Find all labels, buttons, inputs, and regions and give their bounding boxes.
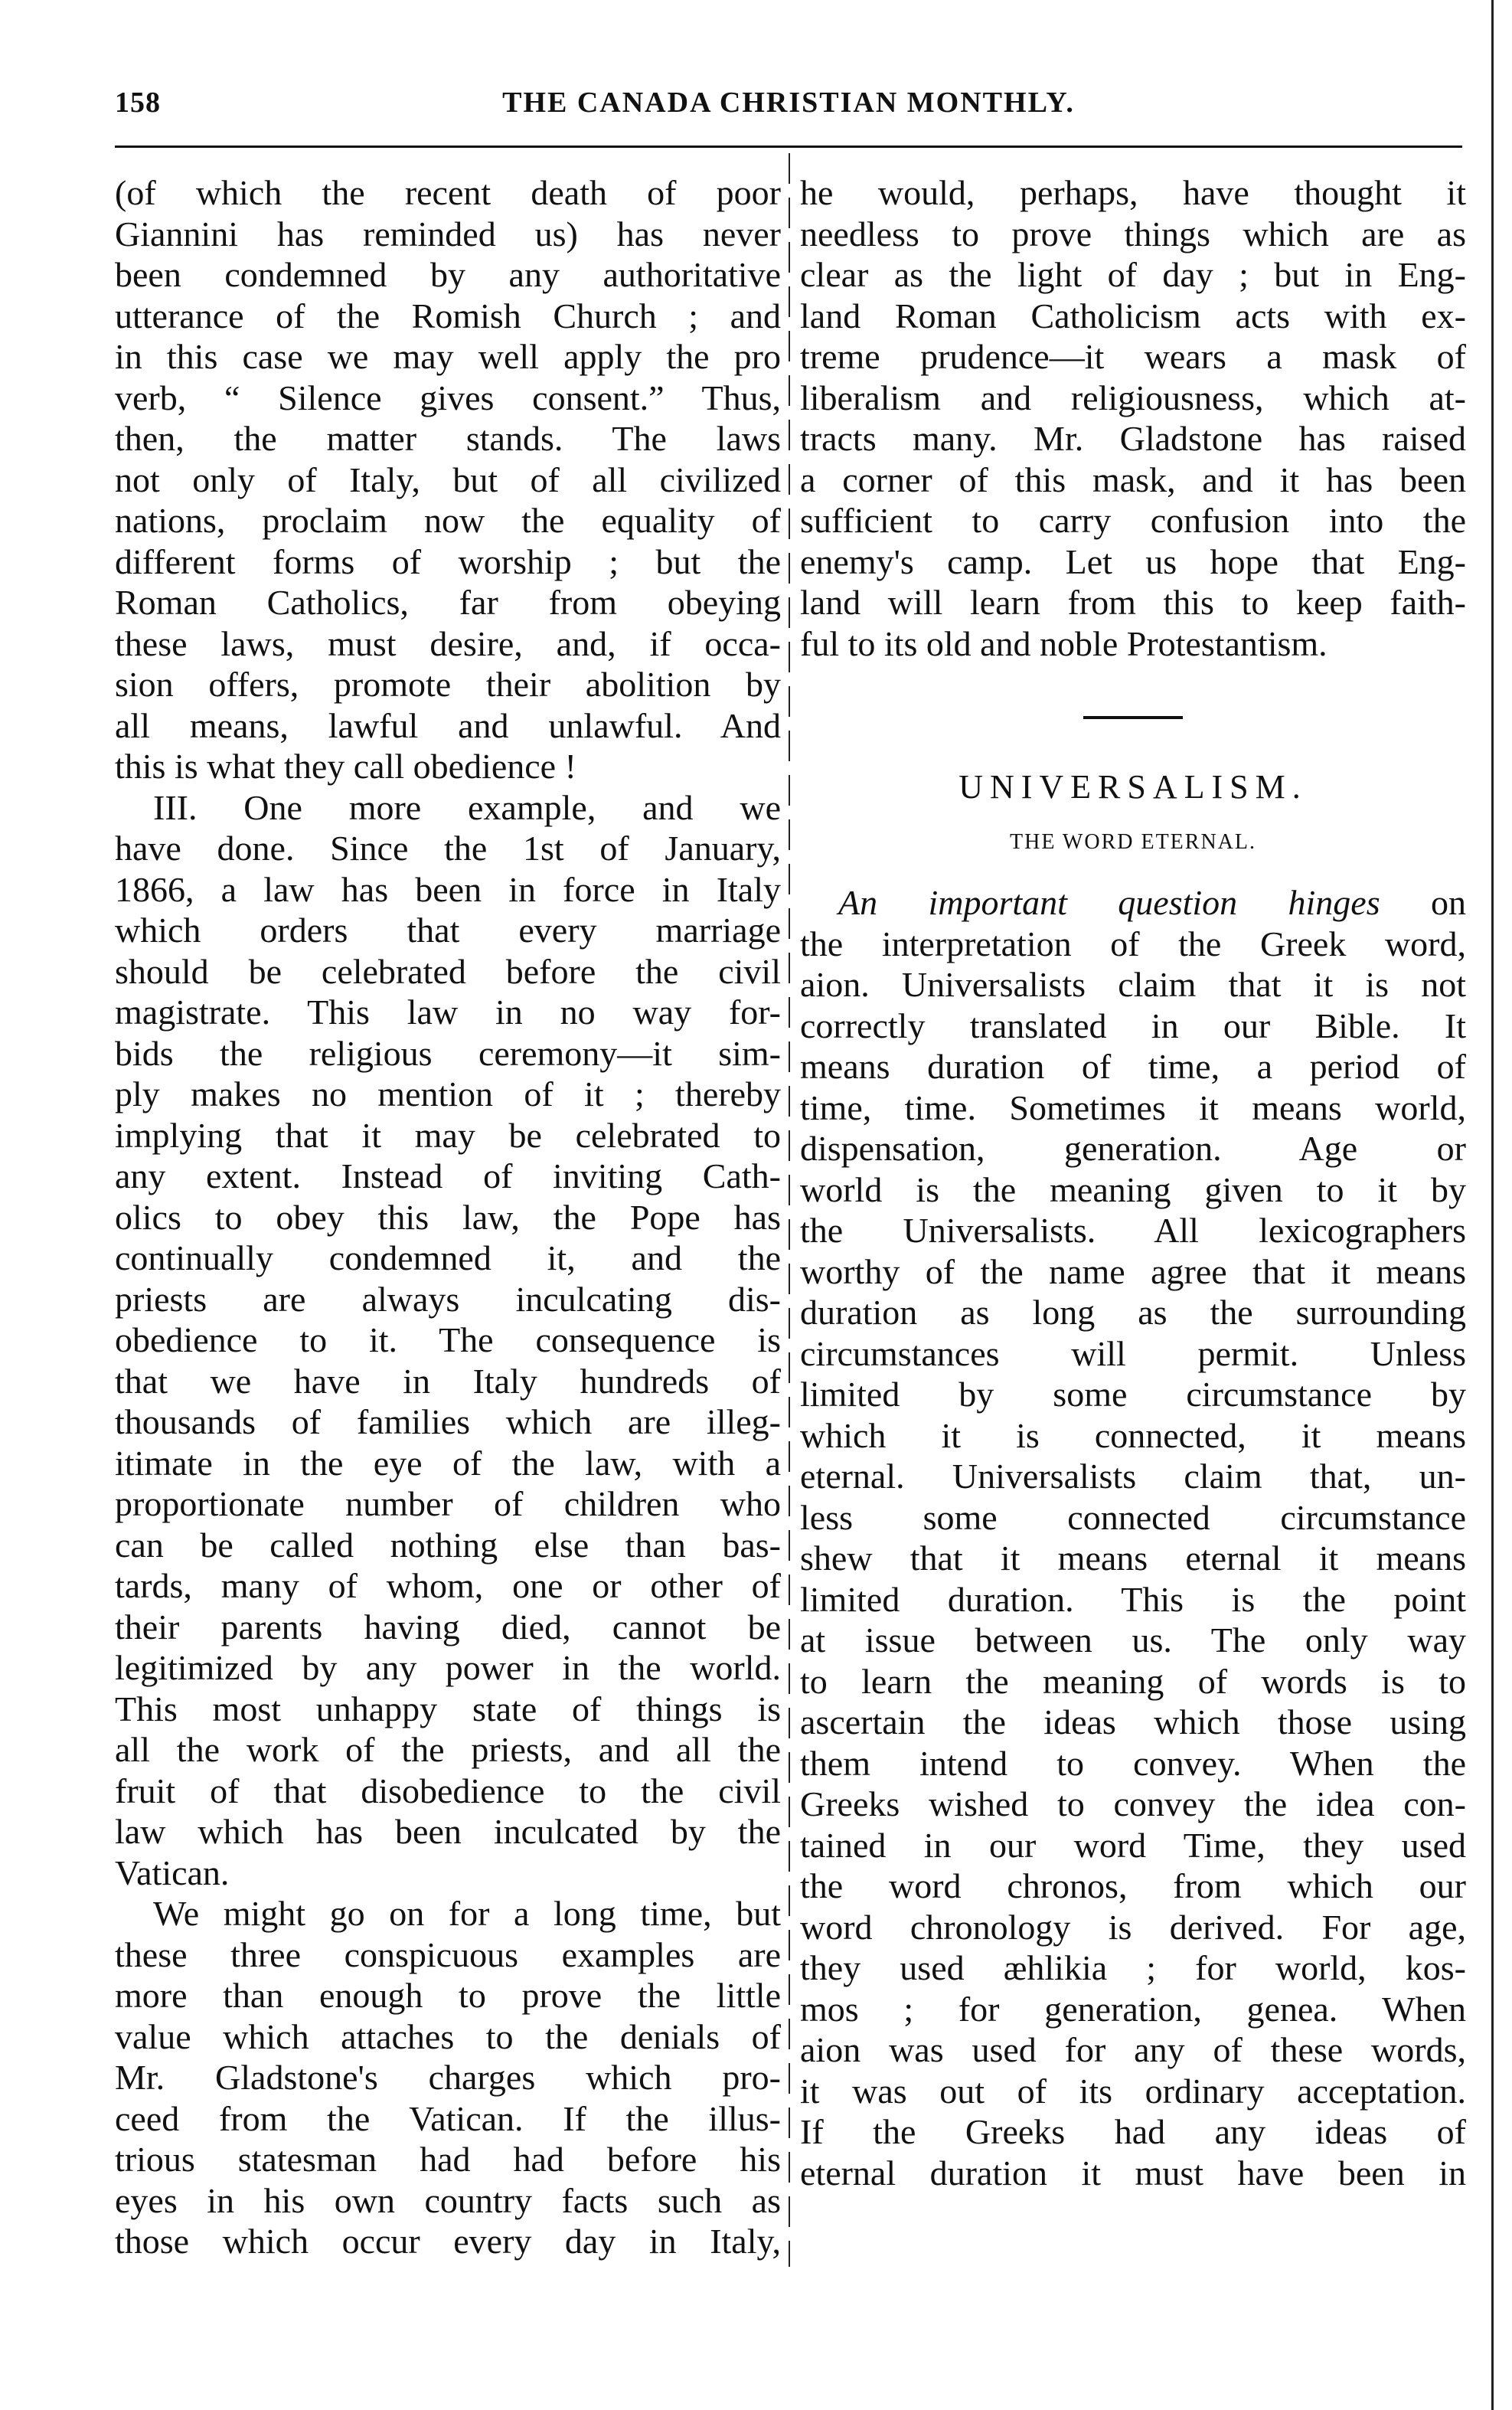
text-line: he would, perhaps, have thought it bbox=[800, 173, 1466, 212]
text-line: thousands of families which are illeg- bbox=[115, 1402, 781, 1441]
text-line: not only of Italy, but of all civilized bbox=[115, 459, 781, 499]
text-line: tracts many. Mr. Gladstone has raised bbox=[800, 419, 1466, 458]
page-number: 158 bbox=[115, 87, 161, 119]
text-line: ascertain the ideas which those using bbox=[800, 1702, 1466, 1741]
text-line: eternal duration it must have been in bbox=[800, 2153, 1466, 2193]
text-line: that we have in Italy hundreds of bbox=[115, 1361, 781, 1401]
text-line: implying that it may be celebrated to bbox=[115, 1115, 781, 1155]
text-line: limited by some circumstance by bbox=[800, 1375, 1466, 1414]
text-line: clear as the light of day ; but in Eng- bbox=[800, 255, 1466, 294]
text-line: nations, proclaim now the equality of bbox=[115, 501, 781, 540]
text-line: needless to prove things which are as bbox=[800, 214, 1466, 253]
text-line: legitimized by any power in the world. bbox=[115, 1648, 781, 1687]
text-line: enemy's camp. Let us hope that Eng- bbox=[800, 541, 1466, 581]
right-paragraph-2 bbox=[800, 882, 1466, 2193]
text-line: they used æhlikia ; for world, kos- bbox=[800, 1948, 1466, 1987]
text-line: to learn the meaning of words is to bbox=[800, 1661, 1466, 1701]
text-line: sion offers, promote their abolition by bbox=[115, 665, 781, 704]
text-line: itimate in the eye of the law, with a bbox=[115, 1443, 781, 1483]
text-line: eyes in his own country facts such as bbox=[115, 2180, 781, 2220]
text-line: should be celebrated before the civil bbox=[115, 951, 781, 991]
text-line: dispensation, generation. Age or bbox=[800, 1129, 1466, 1168]
text-line: Vatican. bbox=[115, 1852, 230, 1892]
text-line: have done. Since the 1st of January, bbox=[115, 829, 781, 868]
text-line: mos ; for generation, genea. When bbox=[800, 1989, 1466, 2029]
text-line: fruit of that disobedience to the civil bbox=[115, 1771, 781, 1810]
text-line: aion was used for any of these words, bbox=[800, 2030, 1466, 2069]
text-line: Roman Catholics, far from obeying bbox=[115, 583, 781, 622]
text-line: more than enough to prove the little bbox=[115, 1976, 781, 2015]
text-line: time, time. Sometimes it means world, bbox=[800, 1087, 1466, 1127]
text-line: eternal. Universalists claim that, un- bbox=[800, 1457, 1466, 1496]
text-line: means duration of time, a period of bbox=[800, 1047, 1466, 1086]
text-line: Mr. Gladstone's charges which pro- bbox=[115, 2058, 781, 2097]
text-line: world is the meaning given to it by bbox=[800, 1169, 1466, 1209]
text-line: which orders that every marriage bbox=[115, 911, 781, 950]
text-line: different forms of worship ; but the bbox=[115, 541, 781, 581]
text-line: III. One more example, and we bbox=[153, 787, 781, 827]
text-line: all means, lawful and unlawful. And bbox=[115, 705, 781, 745]
text-line: We might go on for a long time, but bbox=[153, 1894, 781, 1933]
text-line: An important question hinges on bbox=[838, 883, 1467, 922]
right-column bbox=[800, 172, 1466, 2193]
section-separator-rule bbox=[1083, 716, 1183, 719]
section-title: UNIVERSALISM. bbox=[958, 768, 1308, 806]
text-line: their parents having died, cannot be bbox=[115, 1607, 781, 1646]
text-line: This most unhappy state of things is bbox=[115, 1689, 781, 1728]
text-line: proportionate number of children who bbox=[115, 1484, 781, 1523]
text-line: limited duration. This is the point bbox=[800, 1579, 1466, 1619]
text-line: obedience to it. The consequence is bbox=[115, 1320, 781, 1359]
text-line: value which attaches to the denials of bbox=[115, 2016, 781, 2056]
column-divider bbox=[789, 153, 790, 2267]
left-column bbox=[115, 172, 781, 2262]
text-line: If the Greeks had any ideas of bbox=[800, 2112, 1466, 2151]
text-line: continually condemned it, and the bbox=[115, 1238, 781, 1277]
text-line: less some connected circumstance bbox=[800, 1497, 1466, 1537]
text-line: circumstances will permit. Unless bbox=[800, 1333, 1466, 1373]
text-line: correctly translated in our Bible. It bbox=[800, 1006, 1466, 1045]
text-line: word chronology is derived. For age, bbox=[800, 1907, 1466, 1947]
text-line: liberalism and religiousness, which at- bbox=[800, 378, 1466, 417]
text-line: bids the religious ceremony—it sim- bbox=[115, 1033, 781, 1073]
text-line: (of which the recent death of poor bbox=[115, 173, 781, 212]
text-line: all the work of the priests, and all the bbox=[115, 1730, 781, 1769]
text-line: ceed from the Vatican. If the illus- bbox=[115, 2098, 781, 2138]
right-paragraph-1 bbox=[800, 172, 1466, 664]
text-line: Giannini has reminded us) has never bbox=[115, 214, 781, 253]
text-line: this is what they call obedience ! bbox=[115, 747, 576, 786]
left-paragraph-1 bbox=[115, 172, 781, 787]
text-line: ply makes no mention of it ; thereby bbox=[115, 1074, 781, 1113]
text-line: priests are always inculcating dis- bbox=[115, 1279, 781, 1319]
text-line: trious statesman had had before his bbox=[115, 2140, 781, 2179]
text-line: can be called nothing else than bas- bbox=[115, 1525, 781, 1565]
text-line: these three conspicuous examples are bbox=[115, 1934, 781, 1974]
text-line: these laws, must desire, and, if occa- bbox=[115, 623, 781, 663]
header-rule bbox=[115, 146, 1462, 148]
text-line: any extent. Instead of inviting Cath- bbox=[115, 1156, 781, 1195]
text-line: utterance of the Romish Church ; and bbox=[115, 296, 781, 335]
text-line: them intend to convey. When the bbox=[800, 1743, 1466, 1783]
text-line: olics to obey this law, the Pope has bbox=[115, 1197, 781, 1237]
text-line: law which has been inculcated by the bbox=[115, 1812, 781, 1851]
text-line: the Universalists. All lexicographers bbox=[800, 1211, 1466, 1250]
text-line: then, the matter stands. The laws bbox=[115, 419, 781, 458]
text-line: verb, “ Silence gives consent.” Thus, bbox=[115, 378, 781, 417]
page-edge bbox=[1491, 0, 1494, 2410]
text-line: at issue between us. The only way bbox=[800, 1620, 1466, 1660]
text-line: tards, many of whom, one or other of bbox=[115, 1566, 781, 1605]
left-paragraph-3 bbox=[115, 1893, 781, 2262]
left-paragraph-2 bbox=[115, 787, 781, 1894]
text-line: sufficient to carry confusion into the bbox=[800, 501, 1466, 540]
text-line: the interpretation of the Greek word, bbox=[800, 924, 1466, 963]
text-line: shew that it means eternal it means bbox=[800, 1539, 1466, 1578]
text-line: been condemned by any authoritative bbox=[115, 255, 781, 294]
text-line: duration as long as the surrounding bbox=[800, 1293, 1466, 1332]
italic-lead-in: An important question hinges bbox=[838, 883, 1380, 922]
text-line: magistrate. This law in no way for- bbox=[115, 992, 781, 1032]
text-line: it was out of its ordinary acceptation. bbox=[800, 2071, 1466, 2111]
text-line: worthy of the name agree that it means bbox=[800, 1251, 1466, 1291]
text-line: in this case we may well apply the pro bbox=[115, 337, 781, 376]
text-line: treme prudence—it wears a mask of bbox=[800, 337, 1466, 376]
text-line: tained in our word Time, they used bbox=[800, 1825, 1466, 1865]
text-line: land Roman Catholicism acts with ex- bbox=[800, 296, 1466, 335]
text-line: land will learn from this to keep faith- bbox=[800, 583, 1466, 622]
text-line: those which occur every day in Italy, bbox=[115, 2222, 781, 2261]
text-line: ful to its old and noble Protestantism. bbox=[800, 623, 1327, 663]
running-title: THE CANADA CHRISTIAN MONTHLY. bbox=[502, 87, 1075, 119]
text-line: which it is connected, it means bbox=[800, 1415, 1466, 1455]
text-line: the word chronos, from which our bbox=[800, 1866, 1466, 1905]
text-line: a corner of this mask, and it has been bbox=[800, 459, 1466, 499]
text-line: Greeks wished to convey the idea con- bbox=[800, 1784, 1466, 1823]
text-line: 1866, a law has been in force in Italy bbox=[115, 869, 781, 909]
section-subheading: THE WORD ETERNAL. bbox=[1010, 829, 1256, 854]
page-header bbox=[115, 86, 1462, 132]
text-line: aion. Universalists claim that it is not bbox=[800, 965, 1466, 1004]
